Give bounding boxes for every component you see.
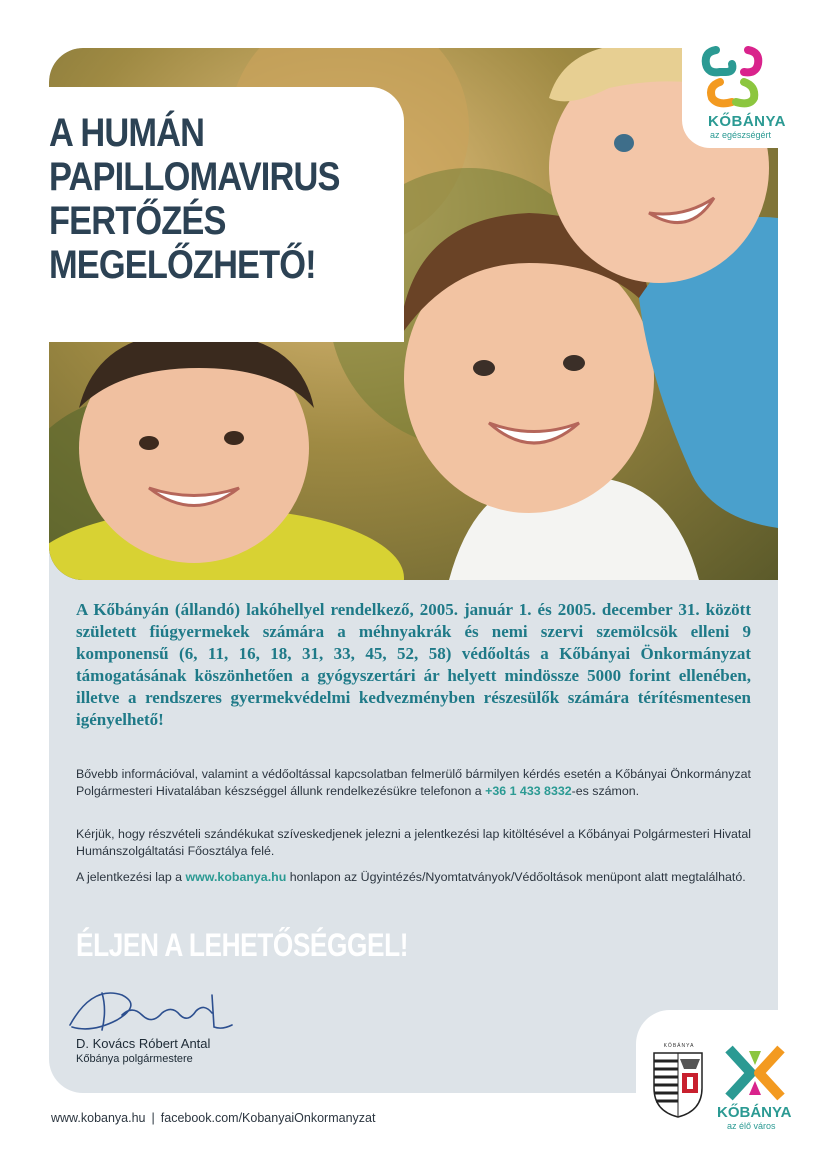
slogan: ÉLJEN A LEHETŐSÉGGEL! <box>76 927 409 963</box>
coat-of-arms-text: KŐBÁNYA <box>663 1043 695 1049</box>
coat-of-arms-icon <box>650 1043 706 1118</box>
brand-top-tagline: az egészségért <box>710 130 772 140</box>
footer-facebook-link[interactable]: facebook.com/KobanyaiOnkormanyzat <box>160 1111 376 1125</box>
signer-title: Kőbánya polgármestere <box>76 1053 193 1065</box>
info-text: honlapon az Ügyintézés/Nyomtatványok/Védőoltások menüpont alatt megtalálható. <box>286 870 746 884</box>
brand-top-name: KŐBÁNYA <box>708 113 786 130</box>
kobanya-health-logo-icon <box>698 42 768 112</box>
website-link[interactable]: www.kobanya.hu <box>185 870 287 884</box>
brand-bottom-name: KŐBÁNYA <box>717 1104 792 1121</box>
signer-name: D. Kovács Róbert Antal <box>76 1036 211 1051</box>
info-paragraph-3 <box>76 869 751 886</box>
title-box <box>49 87 404 342</box>
info-text: -es számon. <box>571 784 640 798</box>
info-text: A jelentkezési lap a <box>76 870 186 884</box>
intro-paragraph: A Kőbányán (állandó) lakóhellyel rendelkező, 2005. január 1. és 2005. december 31. között született fiúgyermekek számára a méhnyakrák és nemi szervi szemölcsök elleni 9 komponensű (6, 11, 16, 18, 31, 33, 45, 52, 58) védőoltás a Kőbányai Önkormányzat támogatásának köszönhetően a gyógyszertári ár helyett mindössze 5000 forint ellenében, illetve a rendszeres gyermekvédelmi kedvezményben részesülők számára térítésmentesen igényelhető! <box>76 600 751 729</box>
phone-number-link[interactable]: +36 1 433 8332 <box>485 784 572 798</box>
footer-separator: | <box>151 1111 155 1125</box>
brand-bottom-tagline: az élő város <box>727 1121 776 1131</box>
footer-website-link[interactable]: www.kobanya.hu <box>51 1111 146 1125</box>
headline-line: A HUMÁN <box>49 111 205 155</box>
kobanya-city-logo-icon <box>725 1045 785 1103</box>
footer <box>51 1111 375 1125</box>
headline <box>49 111 340 287</box>
headline-line: PAPILLOMAVIRUS <box>49 155 340 199</box>
info-paragraph-1 <box>76 766 751 800</box>
headline-line: FERTŐZÉS <box>49 199 226 243</box>
info-paragraph-2: Kérjük, hogy részvételi szándékukat szíveskedjenek jelezni a jelentkezési lap kitöltésével a Kőbányai Polgármesteri Hivatal Humánszolgáltatási Főosztálya felé. <box>76 827 751 858</box>
headline-line: MEGELŐZHETŐ! <box>49 243 316 287</box>
mayor-signature <box>62 975 237 1037</box>
info-text: Bővebb információval, valamint a védőoltással kapcsolatban felmerülő bármilyen kérdés esetén a Kőbányai Önkormányzat Polgármesteri Hivatalában készséggel állunk rendelkezésükre telefonon a <box>76 767 751 798</box>
